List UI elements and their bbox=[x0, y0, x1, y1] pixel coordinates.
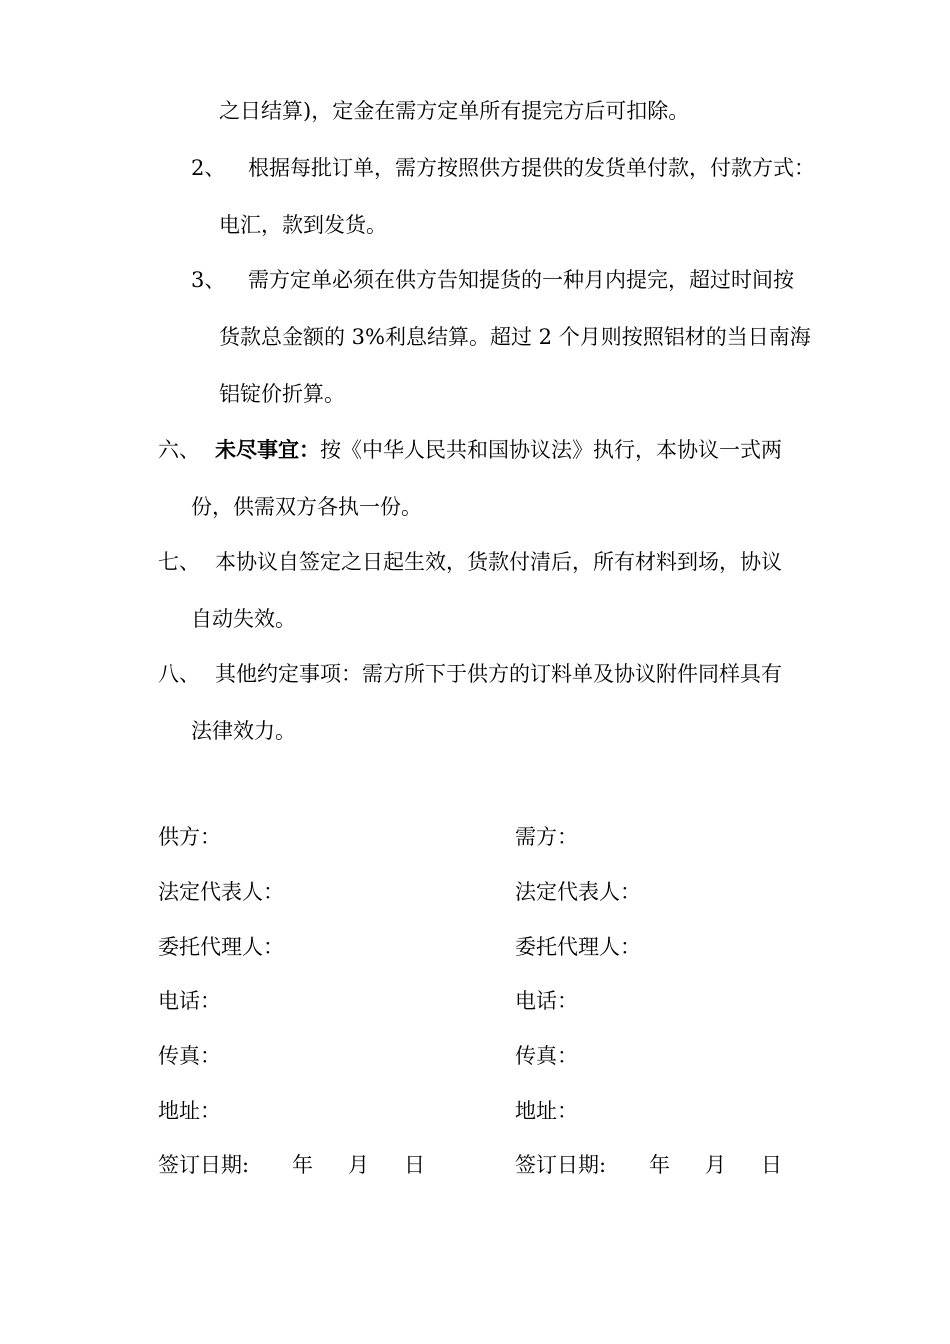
item2-line1: 根据每批订单，需方按照供方提供的发货单付款，付款方式： bbox=[248, 156, 815, 180]
supplier-agent-label: 委托代理人： bbox=[158, 935, 284, 959]
buyer-agent-label: 委托代理人： bbox=[515, 935, 641, 959]
supplier-legal-rep-label: 法定代表人： bbox=[158, 880, 284, 904]
clause6-number: 六、 bbox=[158, 438, 200, 462]
item2-line2: 电汇，款到发货。 bbox=[219, 213, 387, 237]
supplier-party-label: 供方： bbox=[158, 825, 221, 849]
buyer-legal-rep-label: 法定代表人： bbox=[515, 880, 641, 904]
clause5-continuation-line: 之日结算)，定金在需方定单所有提完方后可扣除。 bbox=[219, 99, 690, 123]
clause8-line2: 法律效力。 bbox=[191, 719, 296, 743]
clause6-line1-text: 按《中华人民共和国协议法》执行，本协议一式两 bbox=[320, 438, 782, 462]
item2-number: 2、 bbox=[191, 156, 226, 180]
clause8-number: 八、 bbox=[158, 662, 200, 686]
supplier-address-label: 地址： bbox=[158, 1099, 221, 1123]
item3-line2: 货款总金额的 3%利息结算。超过 2 个月则按照铝材的当日南海 bbox=[219, 325, 811, 349]
buyer-fax-label: 传真： bbox=[515, 1044, 578, 1068]
buyer-date-month: 月 bbox=[705, 1153, 726, 1177]
supplier-fax-label: 传真： bbox=[158, 1044, 221, 1068]
buyer-address-label: 地址： bbox=[515, 1099, 578, 1123]
supplier-date-label: 签订日期: bbox=[158, 1153, 250, 1177]
clause6-line1 bbox=[215, 436, 782, 464]
item3-line1: 需方定单必须在供方告知提货的一种月内提完，超过时间按 bbox=[248, 268, 794, 292]
buyer-date-label: 签订日期: bbox=[515, 1153, 607, 1177]
clause6-line2: 份，供需双方各执一份。 bbox=[191, 495, 422, 519]
supplier-date-month: 月 bbox=[348, 1153, 369, 1177]
item3-number: 3、 bbox=[191, 268, 226, 292]
buyer-phone-label: 电话： bbox=[515, 989, 578, 1013]
buyer-party-label: 需方： bbox=[515, 825, 578, 849]
buyer-date-year: 年 bbox=[649, 1153, 670, 1177]
buyer-date-day: 日 bbox=[761, 1153, 782, 1177]
clause8-line1: 其他约定事项：需方所下于供方的订料单及协议附件同样具有 bbox=[215, 662, 782, 686]
clause6-title: 未尽事宜： bbox=[215, 437, 320, 462]
clause7-number: 七、 bbox=[158, 550, 200, 574]
supplier-date-day: 日 bbox=[404, 1153, 425, 1177]
supplier-date-year: 年 bbox=[292, 1153, 313, 1177]
clause7-line2: 自动失效。 bbox=[191, 607, 296, 631]
item3-line3: 铝锭价折算。 bbox=[219, 382, 345, 406]
clause7-line1: 本协议自签定之日起生效，货款付清后，所有材料到场，协议 bbox=[215, 550, 782, 574]
supplier-phone-label: 电话： bbox=[158, 989, 221, 1013]
